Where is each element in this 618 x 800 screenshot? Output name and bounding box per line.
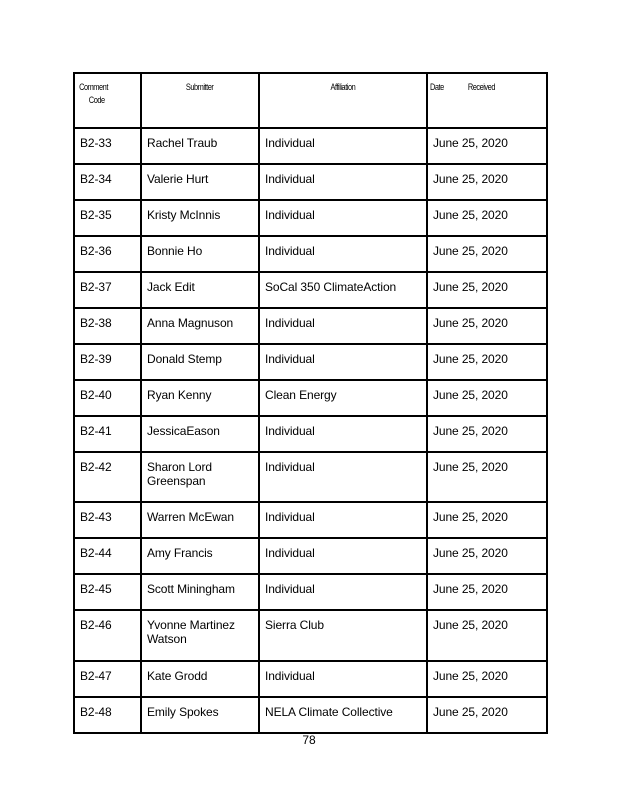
table-row <box>74 502 547 538</box>
header-submitter <box>141 73 259 128</box>
cell-affiliation: Individual <box>259 236 427 272</box>
cell-affiliation: Individual <box>259 661 427 697</box>
table-row <box>74 574 547 610</box>
cell-date-received: June 25, 2020 <box>427 502 547 538</box>
cell-submitter: Donald Stemp <box>141 344 259 380</box>
cell-submitter: Emily Spokes <box>141 697 259 733</box>
table-row <box>74 697 547 733</box>
cell-comment-code: B2-38 <box>74 308 141 344</box>
cell-submitter: Valerie Hurt <box>141 164 259 200</box>
cell-date-received: June 25, 2020 <box>427 380 547 416</box>
cell-comment-code: B2-42 <box>74 452 141 502</box>
header-date-label: Date <box>429 82 444 93</box>
table-row <box>74 200 547 236</box>
cell-comment-code: B2-46 <box>74 610 141 661</box>
cell-comment-code: B2-48 <box>74 697 141 733</box>
table-row <box>74 272 547 308</box>
cell-date-received: June 25, 2020 <box>427 416 547 452</box>
cell-submitter: Amy Francis <box>141 538 259 574</box>
cell-submitter: Jack Edit <box>141 272 259 308</box>
header-submitter-label: Submitter <box>186 82 214 93</box>
cell-affiliation: Individual <box>259 128 427 164</box>
cell-date-received: June 25, 2020 <box>427 538 547 574</box>
cell-comment-code: B2-35 <box>74 200 141 236</box>
table-header-row <box>74 73 547 128</box>
table-row <box>74 452 547 502</box>
cell-submitter: Scott Miningham <box>141 574 259 610</box>
cell-submitter: JessicaEason <box>141 416 259 452</box>
header-comment-code <box>74 73 141 128</box>
cell-comment-code: B2-45 <box>74 574 141 610</box>
cell-affiliation: SoCal 350 ClimateAction <box>259 272 427 308</box>
page-number: 78 <box>302 733 316 747</box>
table-row <box>74 164 547 200</box>
cell-date-received: June 25, 2020 <box>427 574 547 610</box>
table-body <box>74 128 547 733</box>
cell-comment-code: B2-40 <box>74 380 141 416</box>
cell-submitter: Sharon Lord Greenspan <box>141 452 259 502</box>
cell-comment-code: B2-43 <box>74 502 141 538</box>
cell-affiliation: Sierra Club <box>259 610 427 661</box>
cell-date-received: June 25, 2020 <box>427 200 547 236</box>
cell-submitter: Kate Grodd <box>141 661 259 697</box>
cell-affiliation: Individual <box>259 200 427 236</box>
cell-comment-code: B2-41 <box>74 416 141 452</box>
comments-table <box>73 72 548 734</box>
cell-affiliation: Clean Energy <box>259 380 427 416</box>
cell-affiliation: Individual <box>259 308 427 344</box>
cell-affiliation: Individual <box>259 538 427 574</box>
cell-comment-code: B2-33 <box>74 128 141 164</box>
header-date-received <box>427 73 547 128</box>
cell-submitter: Warren McEwan <box>141 502 259 538</box>
cell-submitter: Ryan Kenny <box>141 380 259 416</box>
header-received-label: Received <box>467 82 495 93</box>
cell-date-received: June 25, 2020 <box>427 308 547 344</box>
cell-date-received: June 25, 2020 <box>427 452 547 502</box>
header-comment-code-line2: Code <box>88 95 105 106</box>
cell-affiliation: Individual <box>259 452 427 502</box>
header-affiliation <box>259 73 427 128</box>
table-row <box>74 128 547 164</box>
cell-affiliation: NELA Climate Collective <box>259 697 427 733</box>
cell-date-received: June 25, 2020 <box>427 344 547 380</box>
cell-comment-code: B2-47 <box>74 661 141 697</box>
table-row <box>74 416 547 452</box>
cell-comment-code: B2-34 <box>74 164 141 200</box>
table-row <box>74 380 547 416</box>
cell-comment-code: B2-44 <box>74 538 141 574</box>
cell-submitter: Rachel Traub <box>141 128 259 164</box>
cell-comment-code: B2-39 <box>74 344 141 380</box>
table-row <box>74 344 547 380</box>
cell-submitter: Yvonne Martinez Watson <box>141 610 259 661</box>
cell-affiliation: Individual <box>259 416 427 452</box>
table-row <box>74 236 547 272</box>
cell-date-received: June 25, 2020 <box>427 164 547 200</box>
table-row <box>74 610 547 661</box>
table-row <box>74 308 547 344</box>
table-row <box>74 661 547 697</box>
cell-date-received: June 25, 2020 <box>427 661 547 697</box>
cell-submitter: Kristy McInnis <box>141 200 259 236</box>
cell-affiliation: Individual <box>259 344 427 380</box>
cell-affiliation: Individual <box>259 164 427 200</box>
cell-comment-code: B2-37 <box>74 272 141 308</box>
cell-submitter: Bonnie Ho <box>141 236 259 272</box>
header-affiliation-label: Affiliation <box>330 82 356 93</box>
cell-date-received: June 25, 2020 <box>427 697 547 733</box>
cell-date-received: June 25, 2020 <box>427 610 547 661</box>
cell-affiliation: Individual <box>259 502 427 538</box>
cell-submitter: Anna Magnuson <box>141 308 259 344</box>
cell-date-received: June 25, 2020 <box>427 128 547 164</box>
cell-date-received: June 25, 2020 <box>427 236 547 272</box>
cell-affiliation: Individual <box>259 574 427 610</box>
header-comment-code-line1: Comment <box>79 82 108 93</box>
table-row <box>74 538 547 574</box>
cell-comment-code: B2-36 <box>74 236 141 272</box>
cell-date-received: June 25, 2020 <box>427 272 547 308</box>
